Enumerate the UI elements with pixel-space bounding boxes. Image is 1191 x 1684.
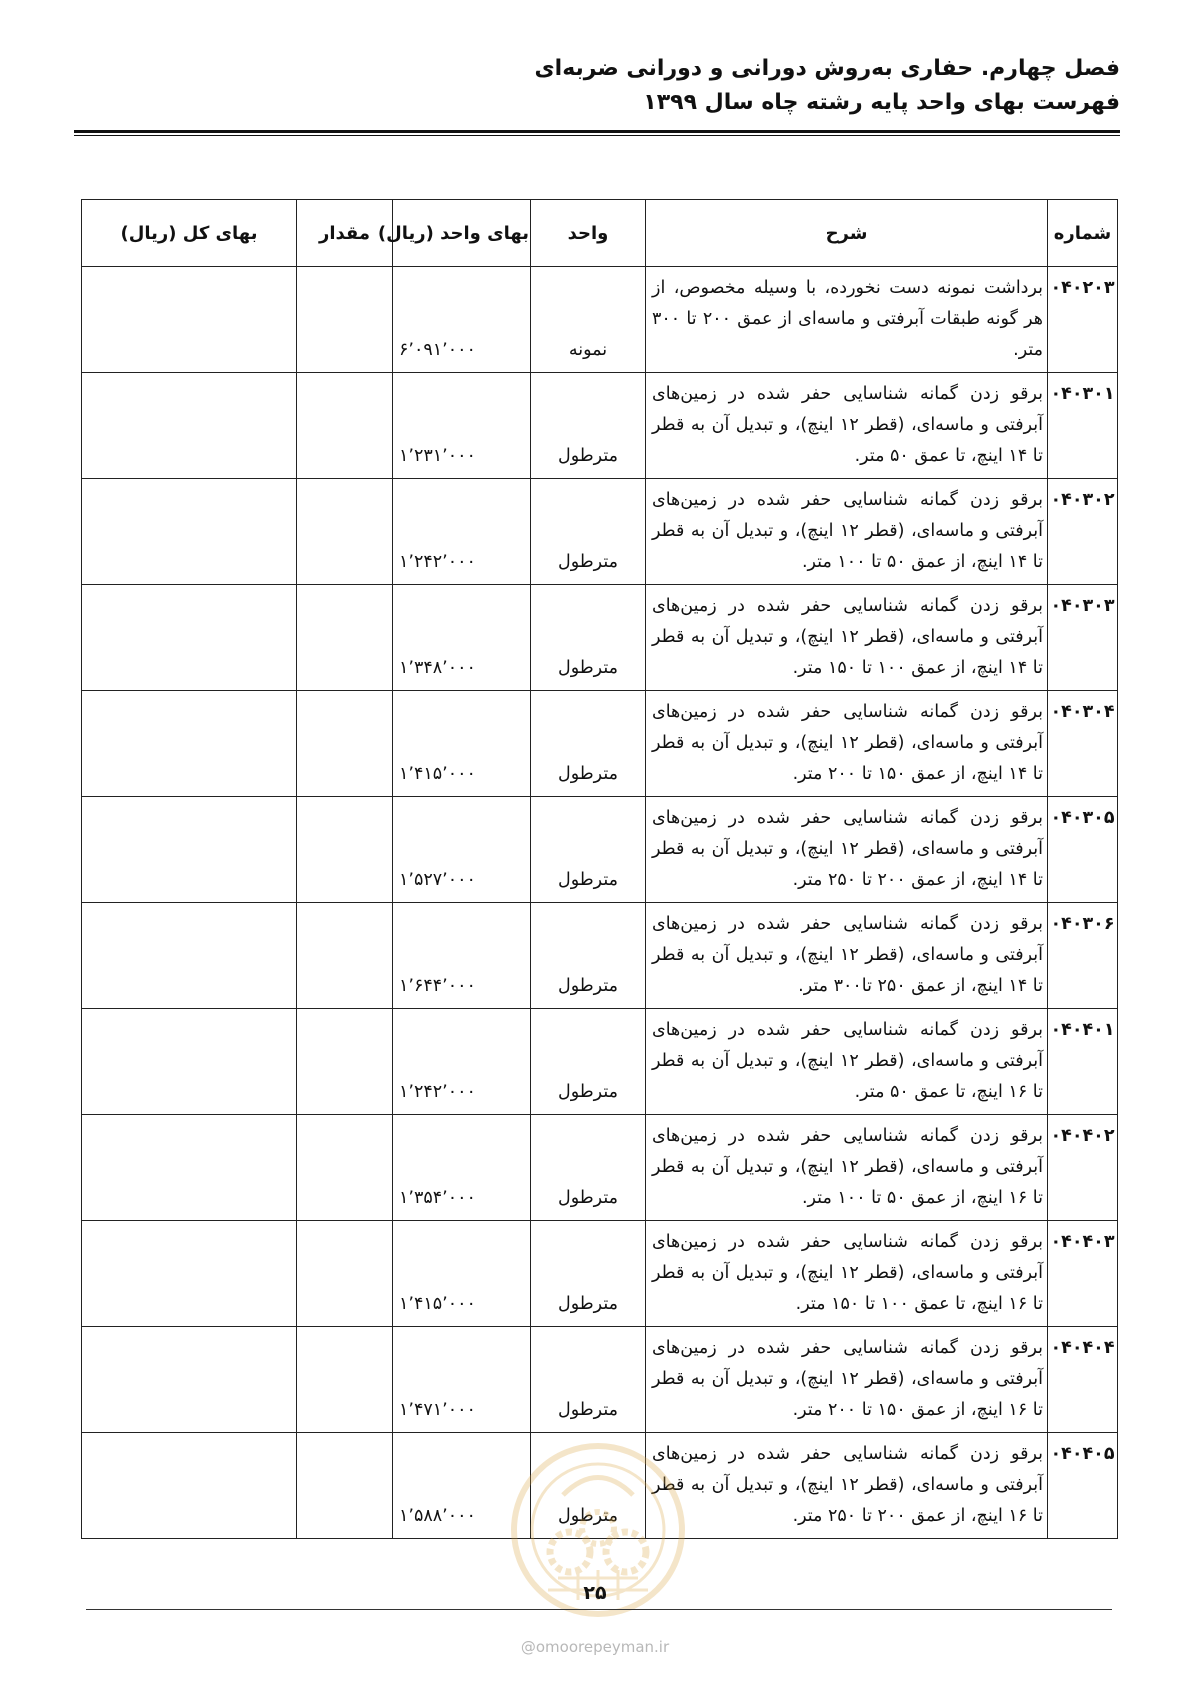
item-quantity [297, 479, 393, 585]
item-code: ۰۴۰۴۰۱ [1048, 1009, 1118, 1115]
page-number: ۲۵ [583, 1582, 607, 1604]
item-quantity [297, 1115, 393, 1221]
table-row [82, 373, 1118, 479]
item-code: ۰۴۰۳۰۱ [1048, 373, 1118, 479]
item-quantity [297, 1433, 393, 1539]
item-unit-price: ۱٬۴۱۵٬۰۰۰ [393, 691, 531, 797]
column-header-description: شرح [646, 200, 1048, 267]
price-table [81, 199, 1118, 1539]
item-code: ۰۴۰۴۰۵ [1048, 1433, 1118, 1539]
item-quantity [297, 373, 393, 479]
item-description: برقو زدن گمانه شناسایی حفر شده در زمین‌های آبرفتی و ماسه‌ای، (قطر ۱۲ اینچ)، و تبدیل آن به قطر تا ۱۴ اینچ، از عمق ۵۰ تا ۱۰۰ متر. [646, 479, 1048, 585]
item-description: برقو زدن گمانه شناسایی حفر شده در زمین‌های آبرفتی و ماسه‌ای، (قطر ۱۲ اینچ)، و تبدیل آن به قطر تا ۱۴ اینچ، از عمق ۱۰۰ تا ۱۵۰ متر. [646, 585, 1048, 691]
item-unit-price: ۱٬۲۳۱٬۰۰۰ [393, 373, 531, 479]
table-row [82, 1115, 1118, 1221]
item-unit: مترطول [531, 585, 646, 691]
item-unit-price: ۱٬۴۱۵٬۰۰۰ [393, 1221, 531, 1327]
item-unit: مترطول [531, 479, 646, 585]
item-quantity [297, 585, 393, 691]
item-total-price [82, 903, 297, 1009]
column-header-unit: واحد [531, 200, 646, 267]
item-total-price [82, 479, 297, 585]
item-description: برقو زدن گمانه شناسایی حفر شده در زمین‌های آبرفتی و ماسه‌ای، (قطر ۱۲ اینچ)، و تبدیل آن به قطر تا ۱۴ اینچ، از عمق ۲۰۰ تا ۲۵۰ متر. [646, 797, 1048, 903]
item-code: ۰۴۰۴۰۴ [1048, 1327, 1118, 1433]
table-header-row [82, 200, 1118, 267]
item-description: برقو زدن گمانه شناسایی حفر شده در زمین‌های آبرفتی و ماسه‌ای، (قطر ۱۲ اینچ)، و تبدیل آن به قطر تا ۱۴ اینچ، تا عمق ۵۰ متر. [646, 373, 1048, 479]
item-unit-price: ۱٬۳۴۸٬۰۰۰ [393, 585, 531, 691]
item-unit-price: ۶٬۰۹۱٬۰۰۰ [393, 267, 531, 373]
item-description: برداشت نمونه دست نخورده، با وسیله مخصوص، از هر گونه طبقات آبرفتی و ماسه‌ای از عمق ۲۰۰ تا ۳۰۰ متر. [646, 267, 1048, 373]
table-row [82, 903, 1118, 1009]
item-unit: مترطول [531, 373, 646, 479]
site-credit: @omoorepeyman.ir [520, 1638, 670, 1656]
item-unit-price: ۱٬۲۴۲٬۰۰۰ [393, 1009, 531, 1115]
column-header-quantity: مقدار [297, 200, 393, 267]
table-row [82, 1221, 1118, 1327]
item-unit-price: ۱٬۲۴۲٬۰۰۰ [393, 479, 531, 585]
item-code: ۰۴۰۳۰۳ [1048, 585, 1118, 691]
item-total-price [82, 585, 297, 691]
item-quantity [297, 797, 393, 903]
column-header-total-price: بهای کل (ریال) [82, 200, 297, 267]
header-divider [74, 130, 1120, 133]
item-unit: مترطول [531, 691, 646, 797]
item-unit: نمونه [531, 267, 646, 373]
chapter-title: فصل چهارم. حفاری به‌روش دورانی و دورانی ضربه‌ای [534, 56, 1120, 81]
item-description: برقو زدن گمانه شناسایی حفر شده در زمین‌های آبرفتی و ماسه‌ای، (قطر ۱۲ اینچ)، و تبدیل آن به قطر تا ۱۶ اینچ، تا عمق ۵۰ متر. [646, 1009, 1048, 1115]
item-unit-price: ۱٬۴۷۱٬۰۰۰ [393, 1327, 531, 1433]
table-row [82, 479, 1118, 585]
item-total-price [82, 1115, 297, 1221]
item-code: ۰۴۰۲۰۳ [1048, 267, 1118, 373]
item-description: برقو زدن گمانه شناسایی حفر شده در زمین‌های آبرفتی و ماسه‌ای، (قطر ۱۲ اینچ)، و تبدیل آن به قطر تا ۱۴ اینچ، از عمق ۲۵۰ تا۳۰۰ متر. [646, 903, 1048, 1009]
header-divider-thin [74, 135, 1120, 136]
item-code: ۰۴۰۴۰۳ [1048, 1221, 1118, 1327]
table-row [82, 797, 1118, 903]
item-total-price [82, 373, 297, 479]
item-description: برقو زدن گمانه شناسایی حفر شده در زمین‌های آبرفتی و ماسه‌ای، (قطر ۱۲ اینچ)، و تبدیل آن به قطر تا ۱۶ اینچ، از عمق ۲۰۰ تا ۲۵۰ متر. [646, 1433, 1048, 1539]
list-title: فهرست بهای واحد پایه رشته چاه سال ۱۳۹۹ [643, 90, 1120, 115]
footer-divider [86, 1609, 1112, 1610]
item-unit: مترطول [531, 903, 646, 1009]
item-code: ۰۴۰۳۰۵ [1048, 797, 1118, 903]
table-body [82, 267, 1118, 1539]
item-unit-price: ۱٬۵۲۷٬۰۰۰ [393, 797, 531, 903]
item-quantity [297, 267, 393, 373]
item-total-price [82, 797, 297, 903]
table-row [82, 1327, 1118, 1433]
item-unit-price: ۱٬۵۸۸٬۰۰۰ [393, 1433, 531, 1539]
item-description: برقو زدن گمانه شناسایی حفر شده در زمین‌های آبرفتی و ماسه‌ای، (قطر ۱۲ اینچ)، و تبدیل آن به قطر تا ۱۶ اینچ، تا عمق ۱۰۰ تا ۱۵۰ متر. [646, 1221, 1048, 1327]
item-unit: مترطول [531, 1009, 646, 1115]
item-code: ۰۴۰۳۰۲ [1048, 479, 1118, 585]
item-quantity [297, 1327, 393, 1433]
table-row [82, 585, 1118, 691]
table-row [82, 691, 1118, 797]
item-unit: مترطول [531, 797, 646, 903]
item-code: ۰۴۰۴۰۲ [1048, 1115, 1118, 1221]
item-quantity [297, 691, 393, 797]
item-code: ۰۴۰۳۰۶ [1048, 903, 1118, 1009]
item-quantity [297, 903, 393, 1009]
item-unit: مترطول [531, 1221, 646, 1327]
item-total-price [82, 1009, 297, 1115]
item-code: ۰۴۰۳۰۴ [1048, 691, 1118, 797]
item-description: برقو زدن گمانه شناسایی حفر شده در زمین‌های آبرفتی و ماسه‌ای، (قطر ۱۲ اینچ)، و تبدیل آن به قطر تا ۱۶ اینچ، از عمق ۱۵۰ تا ۲۰۰ متر. [646, 1327, 1048, 1433]
column-header-code: شماره [1048, 200, 1118, 267]
item-unit: مترطول [531, 1327, 646, 1433]
page-header [74, 52, 1120, 120]
item-quantity [297, 1009, 393, 1115]
item-total-price [82, 267, 297, 373]
item-unit: مترطول [531, 1433, 646, 1539]
item-unit-price: ۱٬۶۴۴٬۰۰۰ [393, 903, 531, 1009]
column-header-unit-price: بهای واحد (ریال) [393, 200, 531, 267]
item-quantity [297, 1221, 393, 1327]
item-total-price [82, 691, 297, 797]
item-description: برقو زدن گمانه شناسایی حفر شده در زمین‌های آبرفتی و ماسه‌ای، (قطر ۱۲ اینچ)، و تبدیل آن به قطر تا ۱۶ اینچ، از عمق ۵۰ تا ۱۰۰ متر. [646, 1115, 1048, 1221]
item-total-price [82, 1221, 297, 1327]
item-total-price [82, 1433, 297, 1539]
item-unit-price: ۱٬۳۵۴٬۰۰۰ [393, 1115, 531, 1221]
item-total-price [82, 1327, 297, 1433]
item-description: برقو زدن گمانه شناسایی حفر شده در زمین‌های آبرفتی و ماسه‌ای، (قطر ۱۲ اینچ)، و تبدیل آن به قطر تا ۱۴ اینچ، از عمق ۱۵۰ تا ۲۰۰ متر. [646, 691, 1048, 797]
table-row [82, 267, 1118, 373]
table-row [82, 1009, 1118, 1115]
item-unit: مترطول [531, 1115, 646, 1221]
